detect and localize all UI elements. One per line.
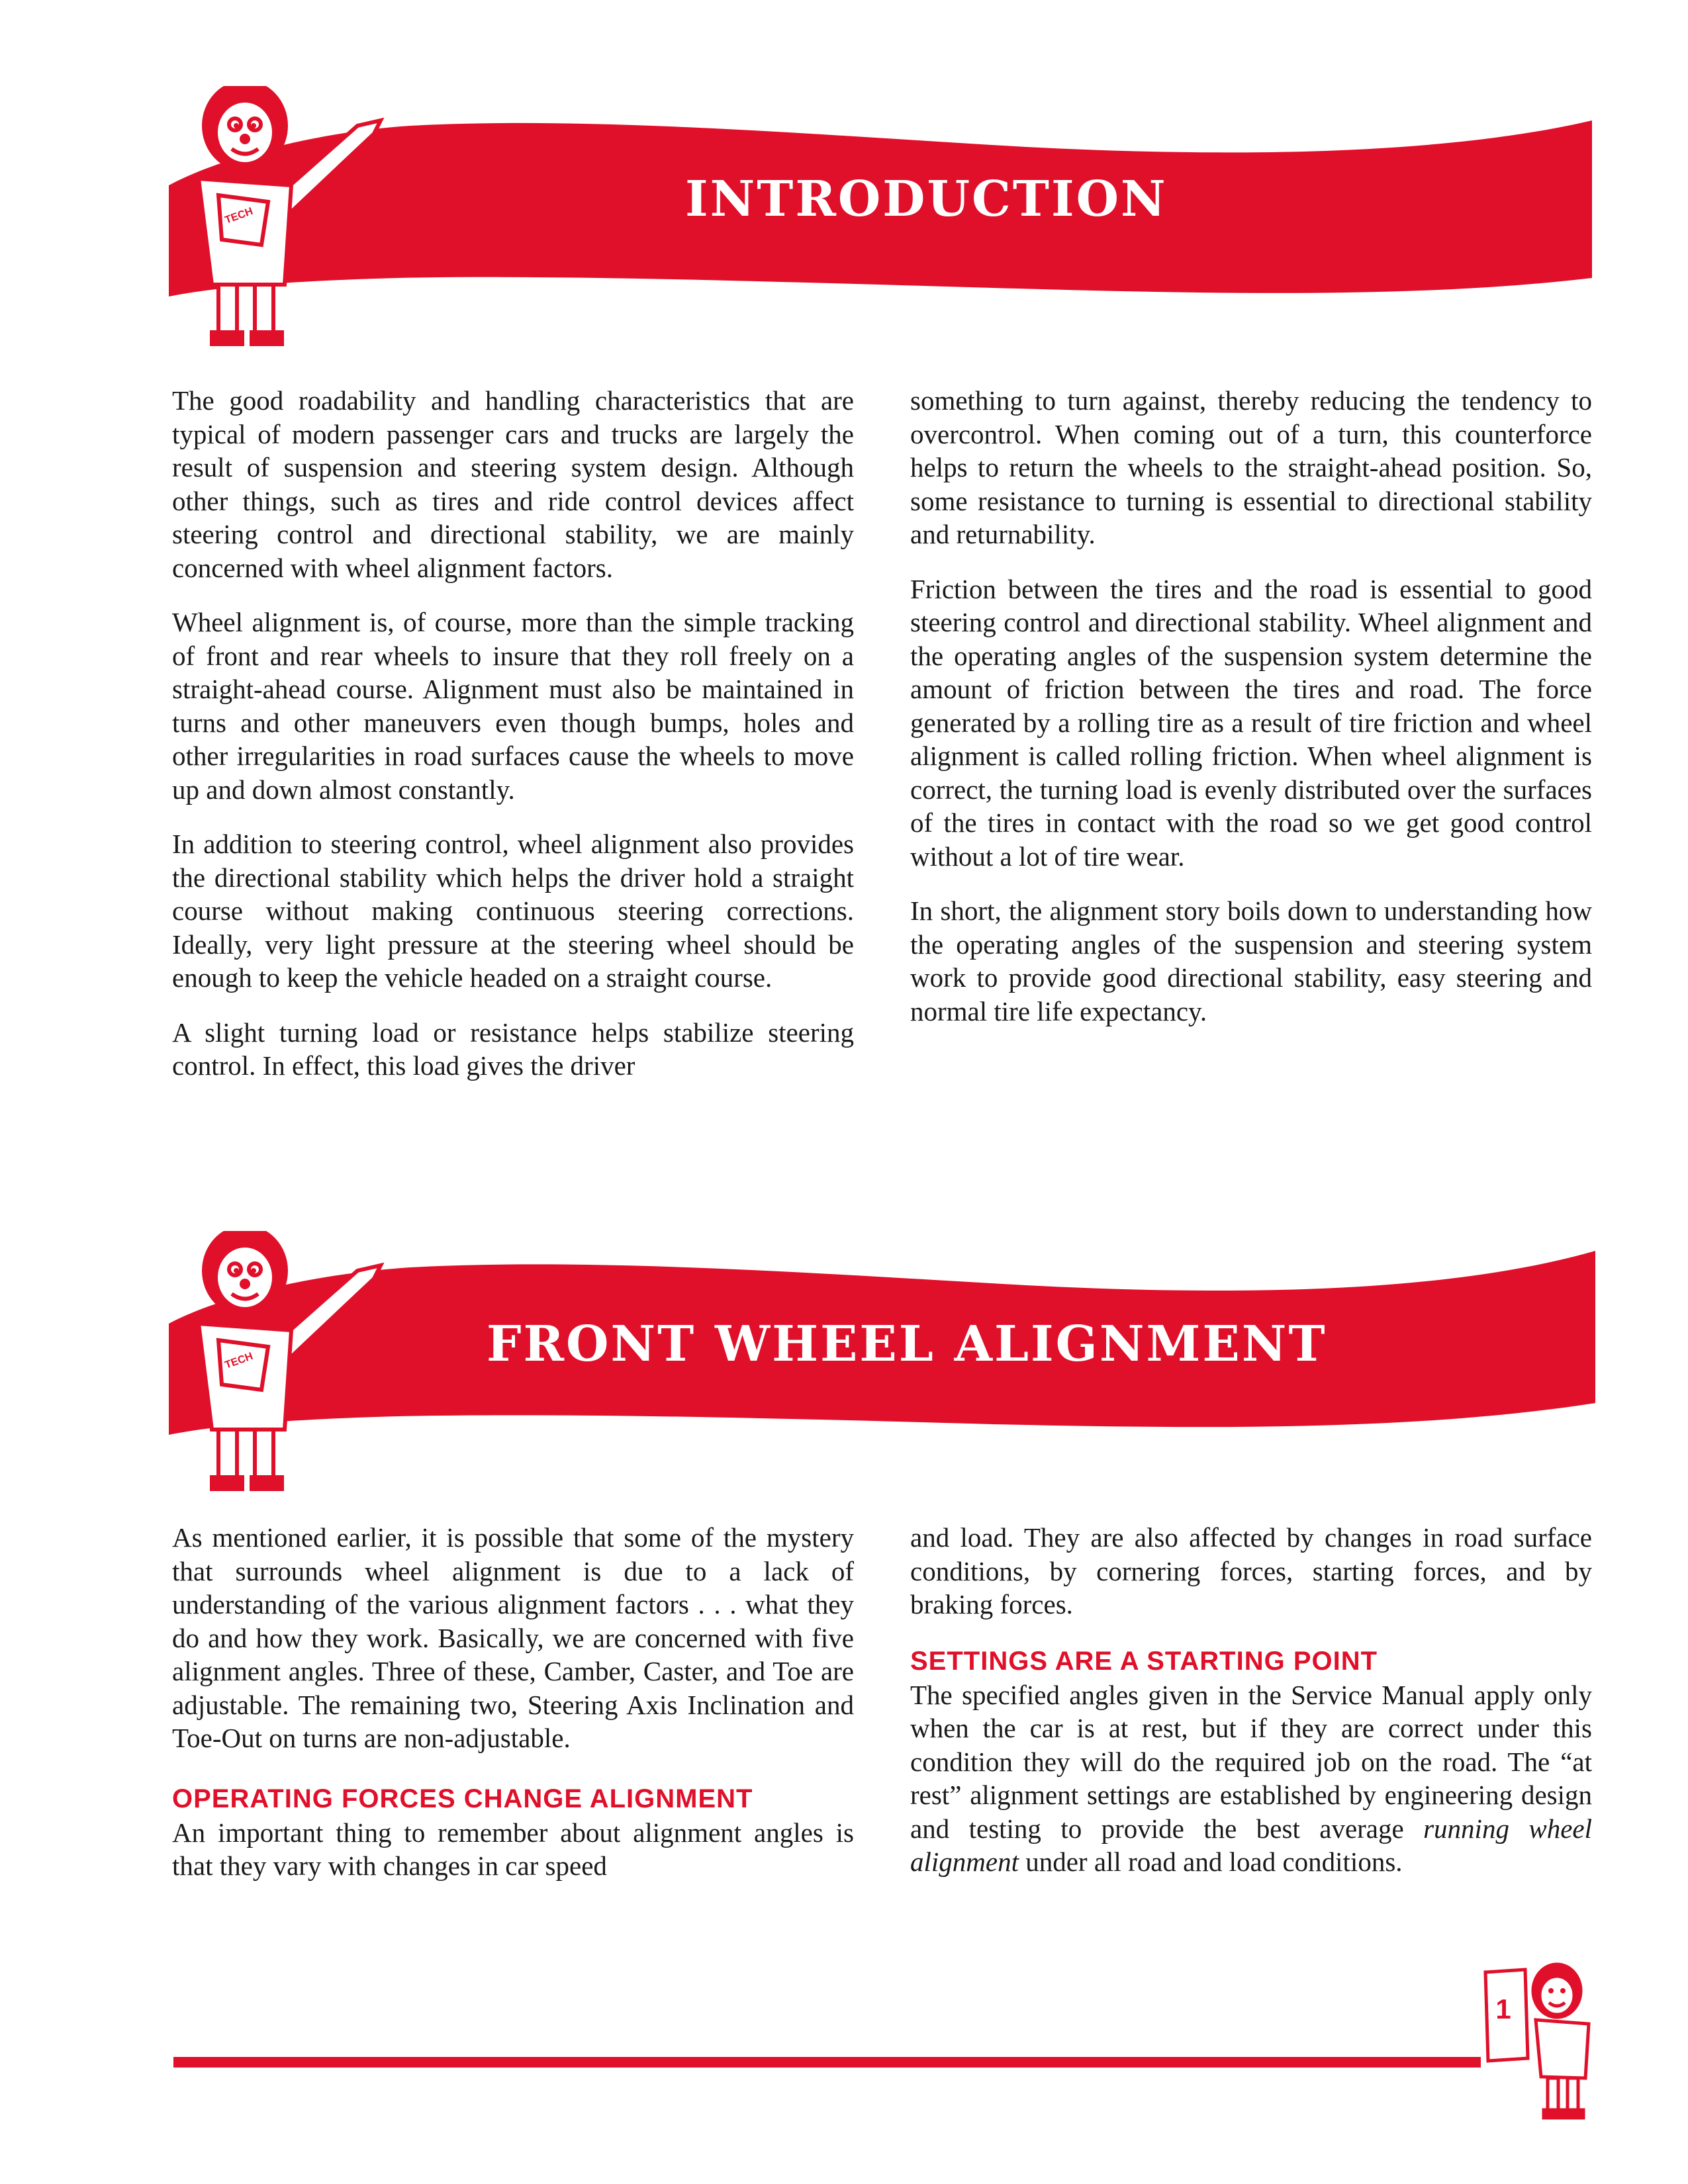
subheading-settings: SETTINGS ARE A STARTING POINT xyxy=(910,1646,1378,1676)
intro-right-column xyxy=(910,384,1592,1049)
footer-rule xyxy=(173,2057,1481,2068)
paragraph xyxy=(910,1678,1592,1879)
settings-text-2: under all road and load conditions. xyxy=(1018,1846,1403,1877)
page-number: 1 xyxy=(1495,1993,1511,2025)
paragraph: As mentioned earlier, it is possible that some of the mystery that surrounds wheel alignment is due to a lack of understanding of the various alignment factors . . . what they do and how they work. Basically, we are concerned with five alignment angles. Three of these, Camber, Caster, and Toe are adjustable. The remaining two, Steering Axis Inclination and Toe-Out on turns are non-adjustable. xyxy=(172,1522,854,1753)
intro-left-column xyxy=(172,384,854,1104)
subheading-operating-forces: OPERATING FORCES CHANGE ALIGNMENT xyxy=(172,1784,753,1813)
front-wheel-alignment-banner xyxy=(0,1231,1688,1496)
mascot-badge: TECH xyxy=(223,205,255,226)
paragraph: An important thing to remember about alignment angles is that they vary with changes in car speed xyxy=(172,1817,854,1881)
page-title: INTRODUCTION xyxy=(685,171,1168,228)
paragraph: and load. They are also affected by changes in road surface conditions, by cornering forces, starting forces, and by braking forces. xyxy=(910,1522,1592,1619)
settings-text-1: The specified angles given in the Service Manual apply only when the car is at rest, but if they are correct under this condition they will do the required job on the road. The “at rest” alignment settings are established by engineering design and testing to provide the best average xyxy=(910,1679,1592,1844)
introduction-banner xyxy=(0,86,1688,351)
section-title: FRONT WHEEL ALIGNMENT xyxy=(487,1316,1327,1373)
paragraph: Wheel alignment is, of course, more than the simple tracking of front and rear wheels to insure that they roll freely on a straight-ahead course. Alignment must also be maintained in turns and other maneuvers even though bumps, holes and other irregularities in road surfaces cause the wheels to move up and down almost constantly. xyxy=(172,607,854,805)
mascot-badge: TECH xyxy=(223,1350,255,1371)
paragraph: A slight turning load or resistance helps stabilize steering control. In effect, this load gives the driver xyxy=(172,1017,854,1081)
alignment-right-column xyxy=(910,1521,1592,1900)
paragraph: something to turn against, thereby reducing the tendency to overcontrol. When coming out of a turn, this counterforce helps to return the wheels to the straight-ahead position. So, some resistance to turning is essential to directional stability and returnability. xyxy=(910,385,1592,549)
settings-italic: running wheel alignment xyxy=(910,1813,1592,1877)
paragraph: The good roadability and handling characteristics that are typical of modern passenger cars and trucks are largely the result of suspension and steering system design. Although other things, such as tires and ride control devices affect steering control and directional stability, we are mainly concerned with wheel alignment factors. xyxy=(172,385,854,583)
alignment-left-column xyxy=(172,1521,854,1904)
footer-mascot-icon xyxy=(1476,1959,1609,2124)
paragraph: In short, the alignment story boils down to understanding how the operating angles of the suspension and steering system work to provide good directional stability, easy steering and normal tire life expectancy. xyxy=(910,895,1592,1026)
paragraph: Friction between the tires and the road is essential to good steering control and directional stability. Wheel alignment and the operating angles of the suspension system determine the amount of friction between the tires and road. The force generated by a rolling tire as a result of tire friction and wheel alignment is called rolling friction. When wheel alignment is correct, the turning load is evenly distributed over the surfaces of the tires in contact with the road so we get good control without a lot of tire wear. xyxy=(910,573,1592,872)
paragraph: In addition to steering control, wheel alignment also provides the directional stability which helps the driver hold a straight course without making continuous steering corrections. Ideally, very light pressure at the steering wheel should be enough to keep the vehicle headed on a straight course. xyxy=(172,829,854,993)
